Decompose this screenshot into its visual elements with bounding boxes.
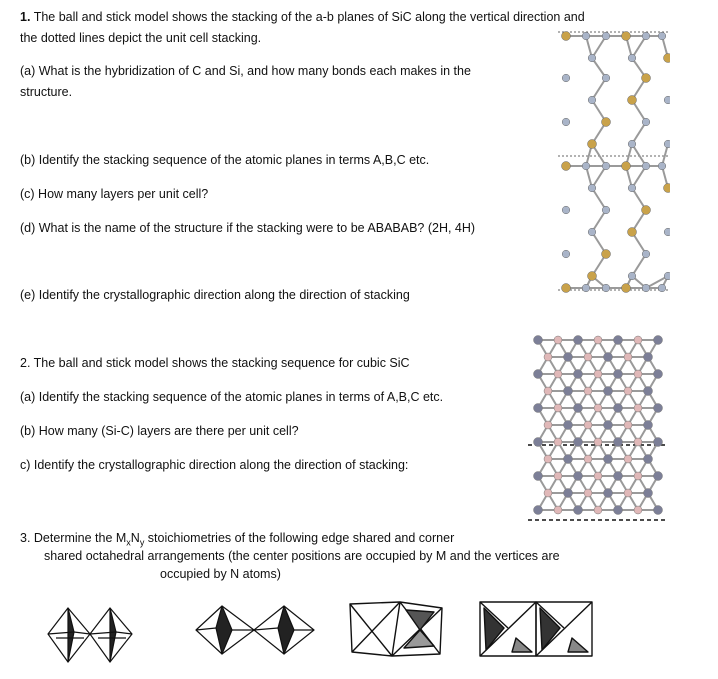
- q3-line3: occupied by N atoms): [160, 567, 281, 581]
- c-atom: [634, 438, 642, 446]
- q3-line1-post: stoichiometries of the following edge shared and corner: [144, 531, 455, 545]
- si-atom: [644, 387, 653, 396]
- q1c: (c) How many layers per unit cell?: [20, 187, 209, 201]
- c-atom: [562, 74, 570, 82]
- si-atom: [622, 32, 631, 41]
- c-atom: [628, 184, 636, 192]
- c-atom: [594, 438, 602, 446]
- c-atom: [584, 353, 592, 361]
- si-atom: [534, 506, 543, 515]
- c-atom: [562, 206, 570, 214]
- c-atom: [642, 250, 650, 258]
- si-atom: [588, 140, 597, 149]
- c-atom: [594, 336, 602, 344]
- si-atom: [604, 421, 613, 430]
- q3-line1-pre: 3. Determine the M: [20, 531, 127, 545]
- c-atom: [602, 32, 610, 40]
- si-atom: [604, 489, 613, 498]
- si-atom: [664, 54, 671, 63]
- si-atom: [534, 370, 543, 379]
- si-atom: [602, 118, 611, 127]
- q2-heading: 2. The ball and stick model shows the stacking sequence for cubic SiC: [20, 356, 410, 370]
- si-atom: [644, 455, 653, 464]
- q1a-line1: (a) What is the hybridization of C and Si, and how many bonds each makes in the: [20, 64, 471, 78]
- c-atom: [584, 455, 592, 463]
- c-atom: [554, 370, 562, 378]
- q1d: (d) What is the name of the structure if the stacking were to be ABABAB? (2H, 4H): [20, 221, 476, 235]
- corner-shared-octahedra-pair: [192, 600, 318, 660]
- c-atom: [544, 421, 552, 429]
- si-atom: [574, 506, 583, 515]
- c-atom: [658, 162, 666, 170]
- c-atom: [628, 272, 636, 280]
- c-atom: [634, 506, 642, 514]
- si-atom: [644, 421, 653, 430]
- si-atom: [654, 370, 663, 379]
- si-atom: [574, 404, 583, 413]
- corner-shared-octahedra-pair-projection: [476, 598, 596, 660]
- si-atom: [622, 162, 631, 171]
- c-atom: [588, 184, 596, 192]
- c-atom: [664, 96, 670, 104]
- si-atom: [604, 387, 613, 396]
- c-atom: [664, 228, 670, 236]
- c-atom: [582, 162, 590, 170]
- si-atom: [534, 336, 543, 345]
- si-atom: [644, 489, 653, 498]
- si-atom: [664, 184, 671, 193]
- si-atom: [654, 472, 663, 481]
- edge-shared-octahedra-pair: [44, 600, 136, 666]
- si-atom: [602, 250, 611, 259]
- si-atom: [574, 370, 583, 379]
- c-atom: [544, 387, 552, 395]
- sic-cubic-model: [528, 330, 668, 530]
- si-atom: [614, 336, 623, 345]
- si-atom: [642, 74, 651, 83]
- c-atom: [594, 506, 602, 514]
- q3-sub-y: y: [139, 537, 145, 548]
- c-atom: [594, 472, 602, 480]
- si-atom: [564, 489, 573, 498]
- si-atom: [534, 438, 543, 447]
- si-atom: [534, 404, 543, 413]
- q3-line1: [20, 530, 454, 546]
- si-atom: [614, 472, 623, 481]
- c-atom: [554, 404, 562, 412]
- c-atom: [624, 489, 632, 497]
- si-atom: [574, 472, 583, 481]
- si-atom: [642, 206, 651, 215]
- c-atom: [634, 336, 642, 344]
- c-atom: [658, 32, 666, 40]
- c-atom: [554, 506, 562, 514]
- si-atom: [654, 336, 663, 345]
- c-atom: [582, 284, 590, 292]
- c-atom: [602, 206, 610, 214]
- c-atom: [624, 421, 632, 429]
- c-atom: [544, 489, 552, 497]
- c-atom: [634, 404, 642, 412]
- si-atom: [564, 387, 573, 396]
- c-atom: [594, 404, 602, 412]
- si-atom: [654, 404, 663, 413]
- c-atom: [634, 370, 642, 378]
- c-atom: [628, 54, 636, 62]
- c-atom: [554, 438, 562, 446]
- q1-line1: [20, 9, 585, 25]
- c-atom: [544, 353, 552, 361]
- c-atom: [664, 140, 670, 148]
- si-atom: [622, 284, 631, 293]
- si-atom: [654, 506, 663, 515]
- si-atom: [564, 353, 573, 362]
- c-atom: [602, 162, 610, 170]
- q1a-line2: structure.: [20, 85, 73, 99]
- edge-shared-octahedra-pair-projection: [346, 598, 446, 660]
- c-atom: [624, 455, 632, 463]
- sic-hexagonal-model: [558, 26, 670, 296]
- si-atom: [564, 455, 573, 464]
- si-atom: [574, 438, 583, 447]
- c-atom: [658, 284, 666, 292]
- si-atom: [604, 455, 613, 464]
- si-atom: [628, 228, 637, 237]
- q1-number: 1.: [20, 10, 31, 24]
- si-atom: [614, 506, 623, 515]
- c-atom: [582, 32, 590, 40]
- c-atom: [584, 421, 592, 429]
- q1b: (b) Identify the stacking sequence of the atomic planes in terms A,B,C etc.: [20, 153, 430, 167]
- q2b: (b) How many (Si-C) layers are there per unit cell?: [20, 424, 299, 438]
- c-atom: [588, 96, 596, 104]
- q1-line2: the dotted lines depict the unit cell stacking.: [20, 31, 262, 45]
- c-atom: [628, 140, 636, 148]
- c-atom: [624, 353, 632, 361]
- c-atom: [642, 118, 650, 126]
- c-atom: [624, 387, 632, 395]
- c-atom: [562, 250, 570, 258]
- c-atom: [634, 472, 642, 480]
- c-atom: [554, 336, 562, 344]
- si-atom: [614, 438, 623, 447]
- q1e: (e) Identify the crystallographic direction along the direction of stacking: [20, 288, 410, 302]
- si-atom: [562, 32, 571, 41]
- si-atom: [654, 438, 663, 447]
- si-atom: [644, 353, 653, 362]
- si-atom: [564, 421, 573, 430]
- c-atom: [562, 118, 570, 126]
- si-atom: [562, 162, 571, 171]
- c-atom: [642, 284, 650, 292]
- q3-sub-x: x: [126, 537, 131, 548]
- si-atom: [574, 336, 583, 345]
- si-atom: [614, 370, 623, 379]
- c-atom: [588, 228, 596, 236]
- si-atom: [562, 284, 571, 293]
- si-atom: [614, 404, 623, 413]
- si-atom: [604, 353, 613, 362]
- q2a: (a) Identify the stacking sequence of the atomic planes in terms of A,B,C etc.: [20, 390, 444, 404]
- q3-line2: shared octahedral arrangements (the center positions are occupied by M and the vertices are: [44, 549, 560, 563]
- c-atom: [642, 32, 650, 40]
- c-atom: [544, 455, 552, 463]
- q1-intro: The ball and stick model shows the stacking of the a-b planes of SiC along the vertical direction and: [33, 10, 585, 24]
- c-atom: [642, 162, 650, 170]
- c-atom: [588, 54, 596, 62]
- c-atom: [594, 370, 602, 378]
- c-atom: [584, 387, 592, 395]
- si-atom: [534, 472, 543, 481]
- q2c: c) Identify the crystallographic direction along the direction of stacking:: [20, 458, 409, 472]
- c-atom: [602, 74, 610, 82]
- si-atom: [588, 272, 597, 281]
- c-atom: [602, 284, 610, 292]
- si-atom: [628, 96, 637, 105]
- c-atom: [584, 489, 592, 497]
- c-atom: [664, 272, 670, 280]
- c-atom: [554, 472, 562, 480]
- q3-line1-mid: N: [130, 531, 140, 545]
